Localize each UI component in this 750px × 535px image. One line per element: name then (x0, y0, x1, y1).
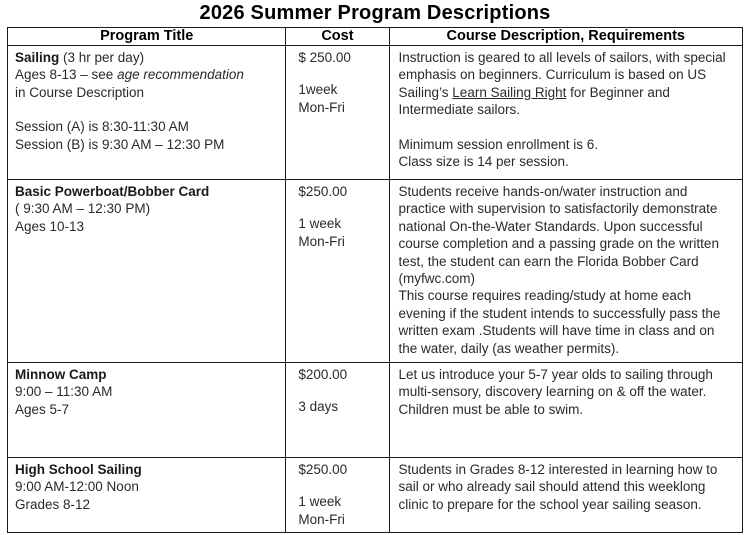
program-name: Minnow Camp (15, 367, 107, 382)
table-body (8, 46, 743, 533)
program-title-cell (8, 363, 286, 458)
description-cell (389, 363, 743, 458)
cost-price: $250.00 (298, 184, 348, 199)
program-detail-line: 9:00 – 11:30 AM (15, 384, 113, 400)
cost-price: $ 250.00 (298, 50, 351, 65)
program-name: Sailing (15, 50, 60, 65)
table-row (8, 458, 743, 533)
description-paragraph: Students receive hands-on/water instruction and practice with supervision to satisfactorily demonstrate national On-the-Water Standards. Upon successful course completion and a passing grade on the written test, the student can earn the Florida Bobber Card (myfwc.com) (398, 184, 719, 287)
cost-cell (286, 46, 389, 180)
spacer (298, 383, 382, 398)
column-header-description: Course Description, Requirements (389, 28, 743, 46)
program-title-cell (8, 46, 286, 180)
spacer (15, 101, 279, 118)
cost-price: $250.00 (298, 462, 348, 477)
program-table (7, 27, 743, 533)
cost-days: Mon-Fri (298, 233, 345, 249)
description-paragraph: Let us introduce your 5-7 year olds to sailing through multi-sensory, discovery learning on & off the water. Children must be able to swim. (398, 367, 713, 417)
program-detail-line: ( 9:30 AM – 12:30 PM) (15, 201, 151, 217)
session-a-line: Session (A) is 8:30-11:30 AM (15, 119, 189, 135)
program-detail-line: Ages 10-13 (15, 218, 85, 234)
table-row (8, 363, 743, 458)
program-detail-line (15, 66, 279, 83)
description-cell (389, 180, 743, 363)
description-emphasis: Learn Sailing Right (452, 84, 567, 100)
page-title: 2026 Summer Program Descriptions (199, 2, 551, 24)
spacer (399, 119, 735, 136)
cost-price: $200.00 (298, 367, 348, 382)
program-table-container (7, 27, 743, 533)
program-name: High School Sailing (15, 462, 142, 477)
program-title-cell (8, 458, 286, 533)
description-note-line: Minimum session enrollment is 6. (398, 136, 599, 152)
cost-duration: 1week (298, 82, 338, 98)
description-cell (389, 46, 743, 180)
program-name: Basic Powerboat/Bobber Card (15, 184, 210, 199)
program-detail-line: in Course Description (15, 84, 145, 100)
description-cell (389, 458, 743, 533)
program-detail-line: Grades 8-12 (15, 496, 91, 512)
cost-cell (286, 458, 389, 533)
column-header-program-title: Program Title (8, 28, 286, 46)
table-row (8, 180, 743, 363)
spacer (298, 66, 382, 81)
cost-cell (286, 180, 389, 363)
program-title-cell (8, 180, 286, 363)
table-row (8, 46, 743, 180)
description-paragraph (399, 50, 726, 117)
table-header-row (8, 28, 743, 46)
cost-duration: 3 days (298, 399, 339, 415)
description-paragraph: Students in Grades 8-12 interested in learning how to sail or who already sail should attend this weeklong clinic to prepare for the school year sailing season. (398, 462, 718, 512)
table-header (8, 28, 743, 46)
cost-days: Mon-Fri (298, 511, 345, 527)
program-detail-line: Ages 5-7 (15, 401, 70, 417)
cost-duration: 1 week (298, 494, 342, 510)
program-detail-line: 9:00 AM-12:00 Noon (15, 479, 139, 495)
description-text-part: for Beginner and Intermediate sailors. (398, 84, 670, 118)
description-text-part: Instruction is geared to all levels of sailors, with special emphasis on beginners. Curriculum is based on US Sailing’s (398, 50, 726, 100)
program-age-emphasis: age recommendation (117, 67, 244, 83)
spacer (298, 200, 382, 215)
description-note-line: Class size is 14 per session. (398, 154, 569, 170)
cost-days: Mon-Fri (298, 99, 345, 115)
cost-cell (286, 363, 389, 458)
column-header-cost: Cost (286, 28, 389, 46)
session-b-line: Session (B) is 9:30 AM – 12:30 PM (15, 136, 225, 152)
program-name-line (15, 49, 279, 66)
spacer (298, 478, 382, 493)
program-age-text: Ages 8-13 – see (15, 67, 118, 83)
cost-duration: 1 week (298, 216, 342, 232)
program-name-suffix: (3 hr per day) (63, 50, 145, 65)
description-paragraph: This course requires reading/study at home each evening if the student intends to successfully pass the written exam .Students will have time in class and on the water, daily (as weather permits). (398, 288, 721, 356)
